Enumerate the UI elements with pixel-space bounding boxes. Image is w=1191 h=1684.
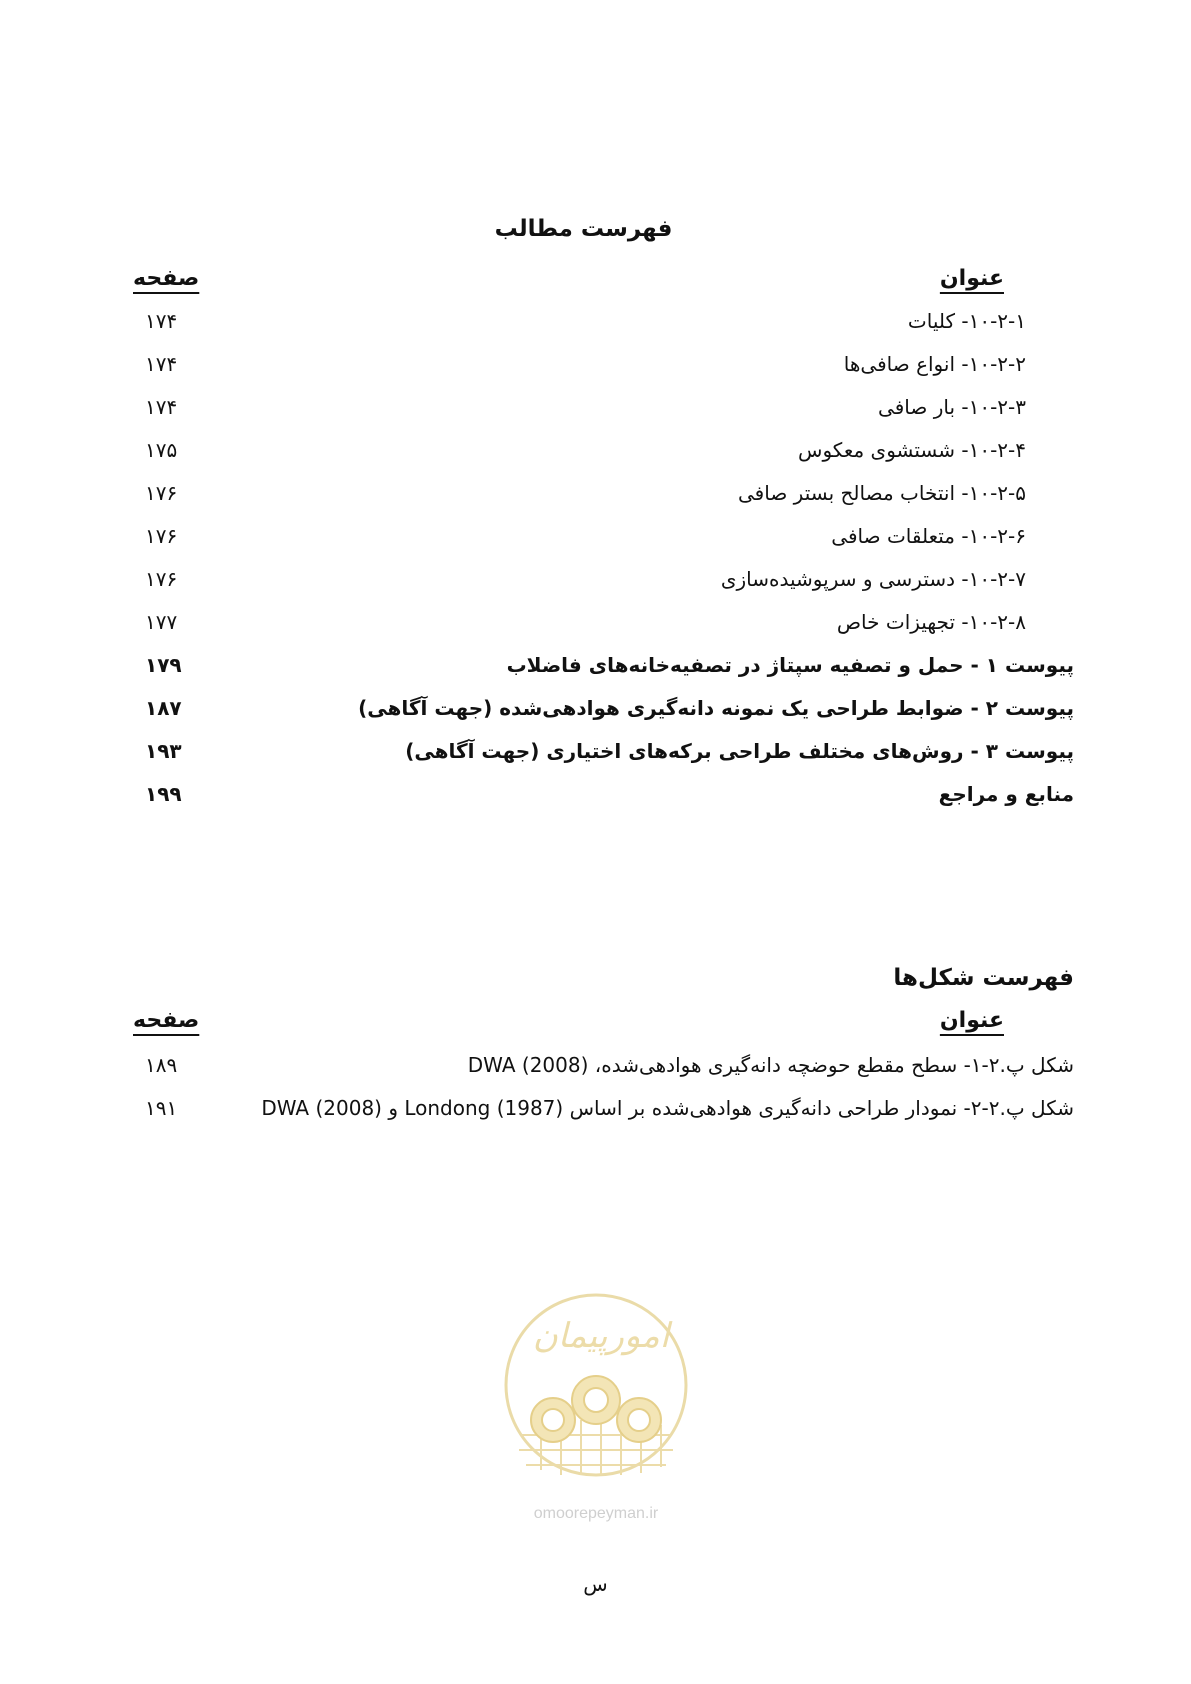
toc-title: فهرست مطالب xyxy=(494,216,673,242)
watermark-url: omoorepeyman.ir xyxy=(533,1505,659,1522)
toc-entry-page: ۱۷۴ xyxy=(145,309,178,333)
figures-column-page-header: صفحه xyxy=(133,1008,200,1033)
toc-entry-page: ۱۷۶ xyxy=(145,524,178,548)
toc-entry-page: ۱۷۴ xyxy=(145,352,178,376)
toc-entry-page: ۱۷۹ xyxy=(145,653,182,677)
toc-column-page-header: صفحه xyxy=(133,266,200,291)
toc-entry-page: ۱۷۶ xyxy=(145,567,178,591)
toc-entry-title: منابع و مراجع xyxy=(938,782,1074,806)
toc-entry-page: ۱۷۴ xyxy=(145,395,178,419)
watermark-logo xyxy=(501,1285,691,1525)
figures-column-title-header: عنوان xyxy=(939,1008,1004,1033)
toc-entry-appendix[interactable] xyxy=(140,736,1074,770)
toc-entry-title: پیوست ۲ - ضوابط طراحی یک نمونه دانه‌گیری هوادهی‌شده (جهت آگاهی) xyxy=(358,696,1074,720)
toc-entry[interactable] xyxy=(140,306,1074,340)
toc-entry-title: ۱۰-۲-۴- شستشوی معکوس xyxy=(798,438,1026,462)
toc-entry-title: پیوست ۳ - روش‌های مختلف طراحی برکه‌های اختیاری (جهت آگاهی) xyxy=(405,739,1074,763)
figure-entry[interactable] xyxy=(140,1093,1074,1127)
toc-entry-page: ۱۹۹ xyxy=(145,782,182,806)
toc-entry[interactable] xyxy=(140,521,1074,555)
toc-entry-page: ۱۷۵ xyxy=(145,438,178,462)
figure-entry-title: شکل پ.۲-۲- نمودار طراحی دانه‌گیری هوادهی‌شده بر اساس Londong (1987) و DWA (2008) xyxy=(261,1096,1074,1120)
toc-entry[interactable] xyxy=(140,478,1074,512)
figure-entry-page: ۱۸۹ xyxy=(145,1053,178,1077)
toc-entry[interactable] xyxy=(140,349,1074,383)
toc-entry-page: ۱۹۳ xyxy=(145,739,182,763)
toc-entry-title: ۱۰-۲-۵- انتخاب مصالح بستر صافی xyxy=(738,481,1026,505)
figures-list-title: فهرست شکل‌ها xyxy=(893,965,1074,991)
toc-entry-page: ۱۷۷ xyxy=(145,610,178,634)
toc-entry-title: پیوست ۱ - حمل و تصفیه سپتاژ در تصفیه‌خانه‌های فاضلاب xyxy=(506,653,1074,677)
toc-entry[interactable] xyxy=(140,392,1074,426)
toc-entry-appendix[interactable] xyxy=(140,650,1074,684)
toc-entry[interactable] xyxy=(140,435,1074,469)
toc-entry-title: ۱۰-۲-۱- کلیات xyxy=(907,309,1026,333)
toc-entry[interactable] xyxy=(140,607,1074,641)
figure-entry-title: شکل پ.۲-۱- سطح مقطع حوضچه دانه‌گیری هوادهی‌شده، DWA (2008) xyxy=(467,1053,1074,1077)
toc-column-title-header: عنوان xyxy=(939,266,1004,291)
toc-entry-title: ۱۰-۲-۸- تجهیزات خاص xyxy=(836,610,1026,634)
figure-entry[interactable] xyxy=(140,1050,1074,1084)
watermark-logo-text: امورپیمان xyxy=(532,1316,670,1356)
toc-entry-appendix[interactable] xyxy=(140,693,1074,727)
toc-entry-page: ۱۷۶ xyxy=(145,481,178,505)
toc-entry-references[interactable] xyxy=(140,779,1074,813)
page-number: س xyxy=(583,1572,608,1596)
toc-entry[interactable] xyxy=(140,564,1074,598)
toc-entry-title: ۱۰-۲-۷- دسترسی و سرپوشیده‌سازی xyxy=(720,567,1026,591)
toc-entry-title: ۱۰-۲-۶- متعلقات صافی xyxy=(831,524,1026,548)
toc-entry-page: ۱۸۷ xyxy=(145,696,182,720)
toc-entry-title: ۱۰-۲-۳- بار صافی xyxy=(878,395,1026,419)
figure-entry-page: ۱۹۱ xyxy=(145,1096,178,1120)
seal-icon xyxy=(501,1285,691,1495)
toc-entry-title: ۱۰-۲-۲- انواع صافی‌ها xyxy=(843,352,1026,376)
